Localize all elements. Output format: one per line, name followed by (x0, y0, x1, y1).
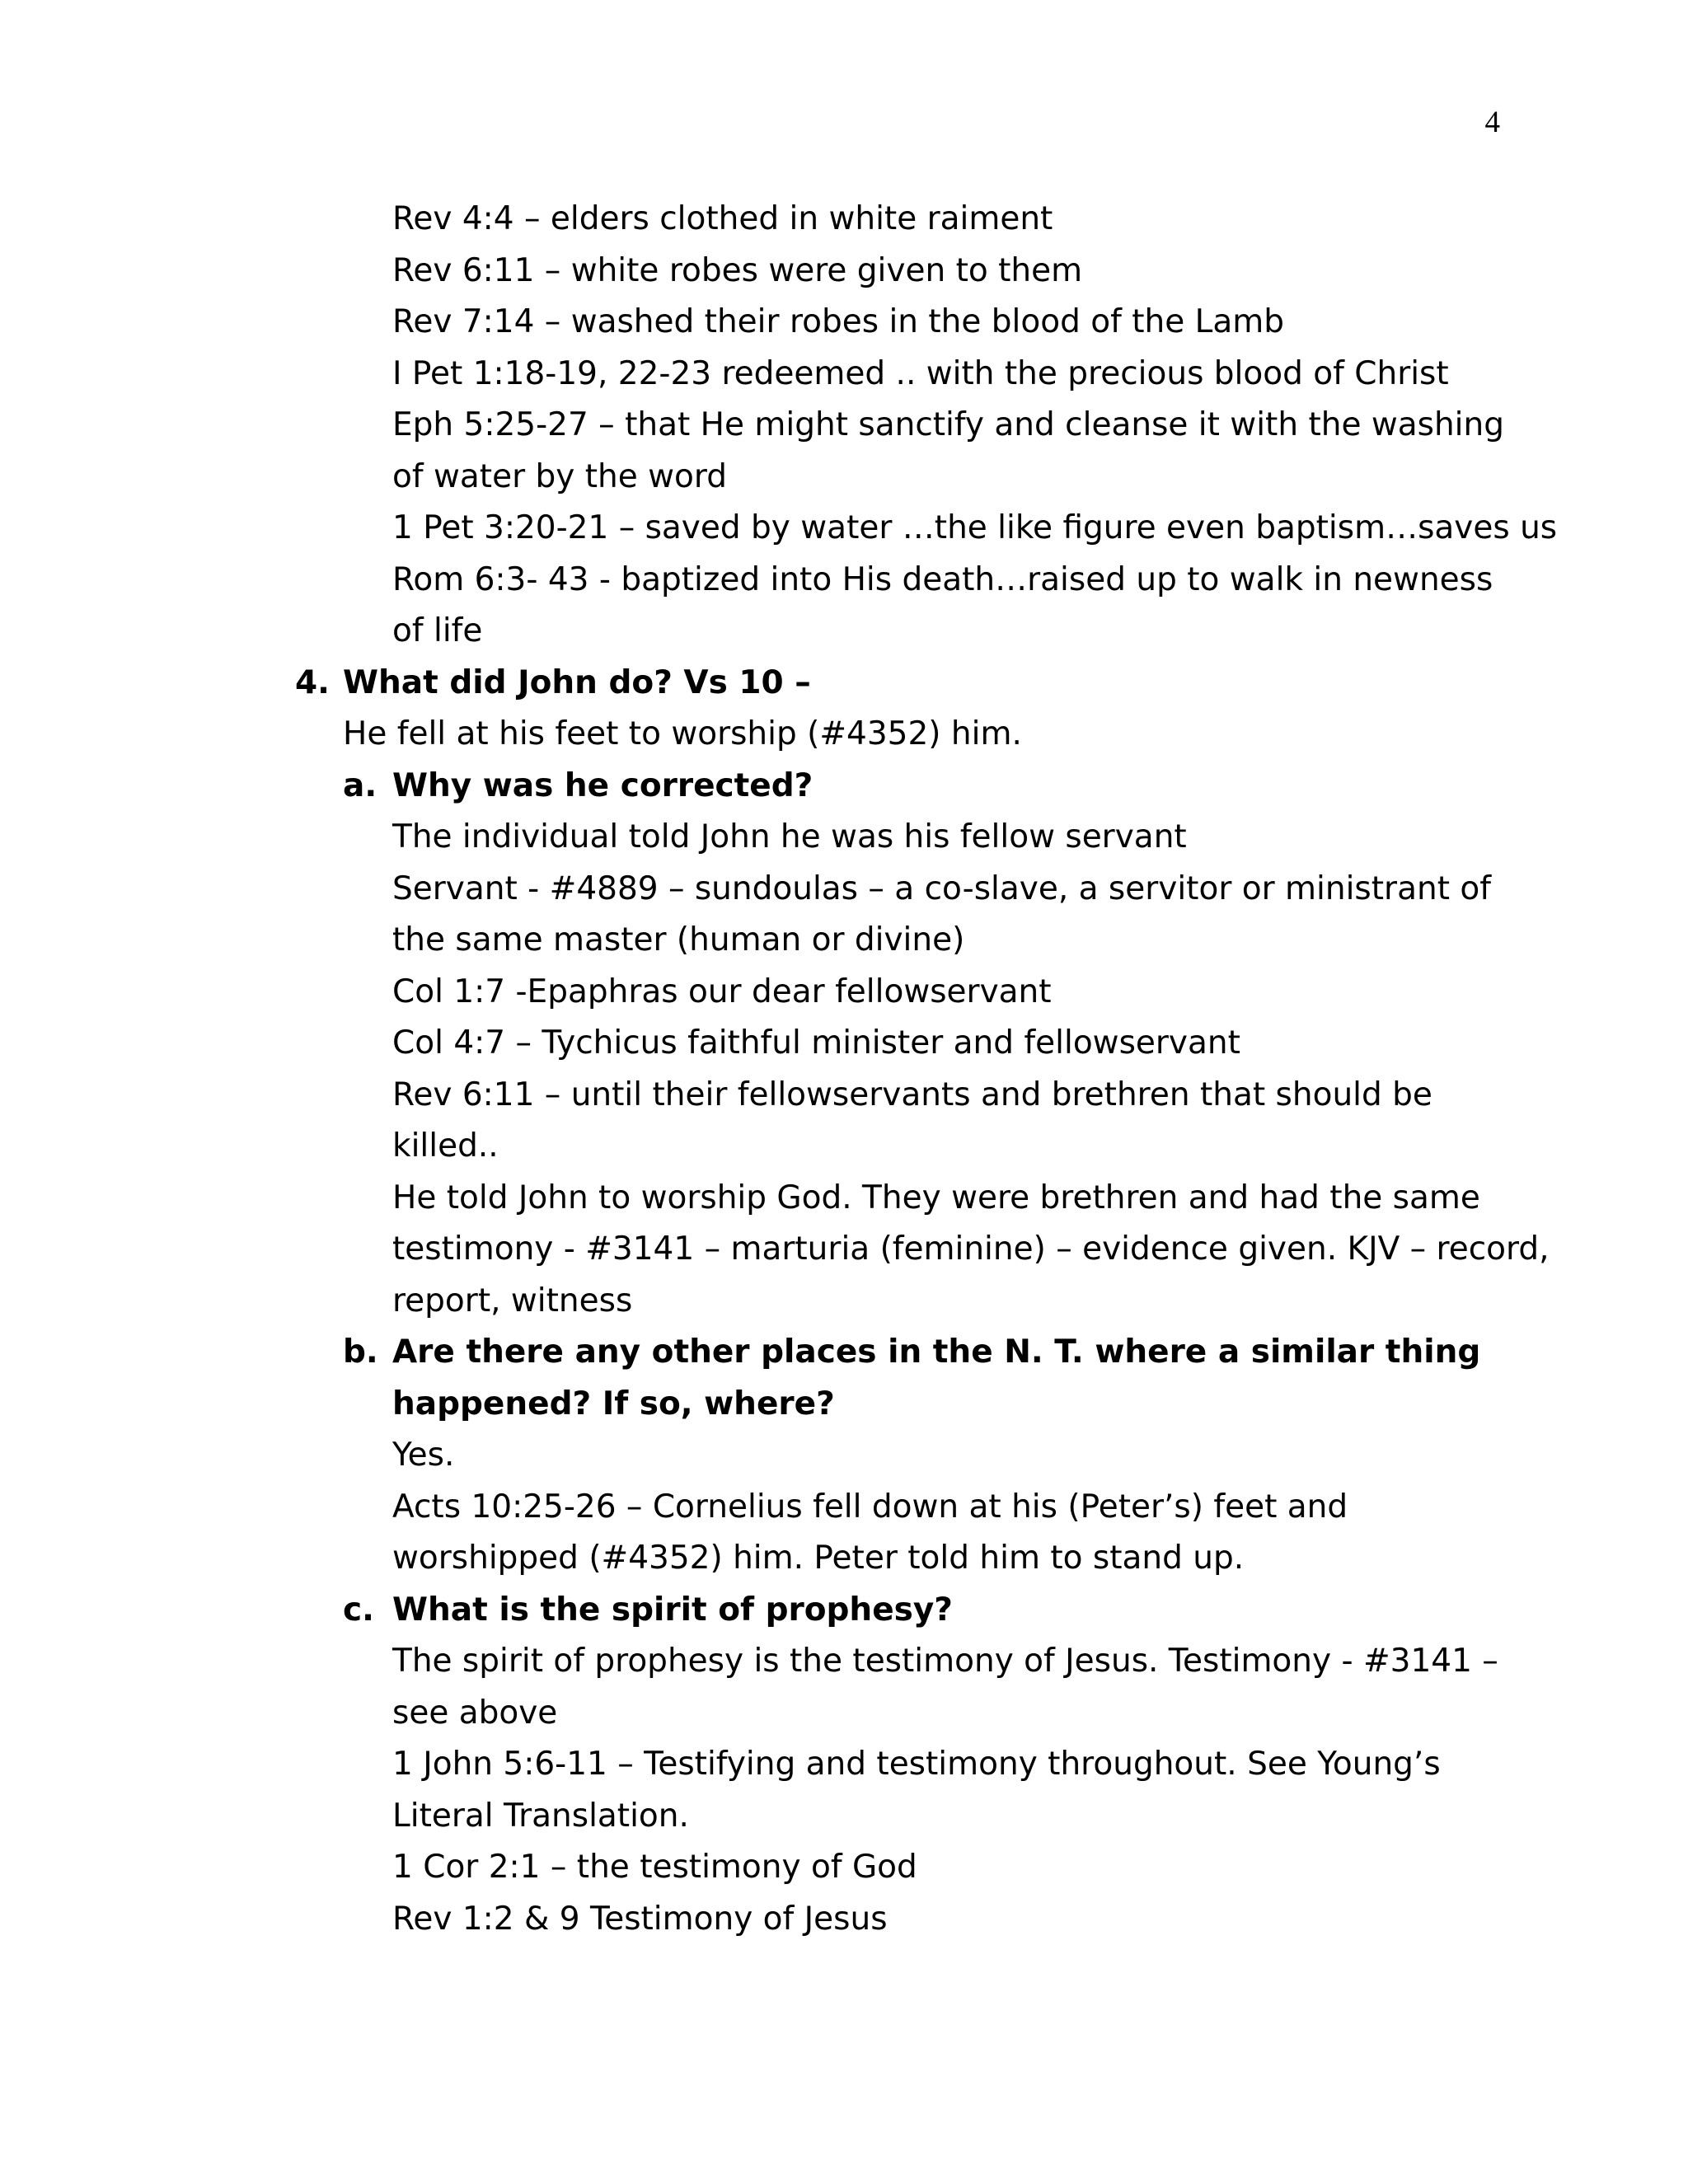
answer-line: report, witness (392, 1282, 633, 1319)
reference-line: Rom 6:3- 43 - baptized into His death…raised up to walk in newness (392, 560, 1493, 598)
answer-line: the same master (human or divine) (392, 921, 965, 958)
answer-line: testimony - #3141 – marturia (feminine) – evidence given. KJV – record, (392, 1230, 1550, 1268)
list-letter: b. (343, 1333, 378, 1371)
answer-line: 1 Cor 2:1 – the testimony of God (392, 1849, 917, 1886)
reference-line: of water by the word (392, 457, 727, 495)
list-letter: a. (343, 766, 377, 804)
sub-item-c (0, 1585, 1688, 1637)
answer-line: The individual told John he was his fellow servant (392, 818, 1187, 855)
sub-item-b (0, 1327, 1688, 1379)
reference-line: Rev 7:14 – washed their robes in the blood of the Lamb (392, 303, 1285, 340)
answer-line: killed.. (392, 1127, 499, 1165)
answer-line: Rev 1:2 & 9 Testimony of Jesus (392, 1900, 888, 1938)
answer-line: Literal Translation. (392, 1797, 689, 1835)
answer-line: Rev 6:11 – until their fellowservants and brethren that should be (392, 1076, 1432, 1113)
answer-line: Col 4:7 – Tychicus faithful minister and fellowservant (392, 1024, 1240, 1062)
reference-line: I Pet 1:18-19, 22-23 redeemed .. with the precious blood of Christ (392, 354, 1449, 392)
answer-line: Yes. (392, 1436, 455, 1474)
reference-line: 1 Pet 3:20-21 – saved by water …the like figure even baptism…saves us (392, 509, 1558, 546)
reference-line: Rev 6:11 – white robes were given to them (392, 251, 1083, 289)
answer-line: worshipped (#4352) him. Peter told him to stand up. (392, 1540, 1245, 1577)
answer-line: Acts 10:25-26 – Cornelius fell down at his (Peter’s) feet and (392, 1488, 1348, 1526)
reference-line: of life (392, 612, 483, 649)
question-heading: Why was he corrected? (392, 766, 814, 804)
reference-line: Eph 5:25-27 – that He might sanctify and cleanse it with the washing (392, 406, 1504, 443)
answer-line: The spirit of prophesy is the testimony of Jesus. Testimony - #3141 – (392, 1643, 1498, 1680)
document-body (0, 194, 1688, 1945)
answer-line: He fell at his feet to worship (#4352) him. (343, 715, 1022, 752)
answer-line: He told John to worship God. They were brethren and had the same (392, 1179, 1480, 1216)
answer-line: Servant - #4889 – sundoulas – a co-slave, a servitor or ministrant of (392, 869, 1491, 907)
list-number: 4. (295, 663, 330, 701)
reference-line: Rev 4:4 – elders clothed in white raiment (392, 200, 1053, 237)
list-letter: c. (343, 1591, 374, 1629)
question-heading: Are there any other places in the N. T. where a similar thing (392, 1333, 1481, 1371)
answer-line: Col 1:7 -Epaphras our dear fellowservant (392, 972, 1052, 1010)
list-item-4 (0, 658, 1688, 710)
question-heading-continued: happened? If so, where? (392, 1385, 835, 1422)
question-heading: What did John do? Vs 10 – (343, 663, 811, 701)
sub-item-a (0, 761, 1688, 813)
page-number: 4 (1484, 105, 1500, 139)
question-heading: What is the spirit of prophesy? (392, 1591, 953, 1629)
answer-line: see above (392, 1694, 558, 1732)
answer-line: 1 John 5:6-11 – Testifying and testimony throughout. See Young’s (392, 1746, 1441, 1783)
